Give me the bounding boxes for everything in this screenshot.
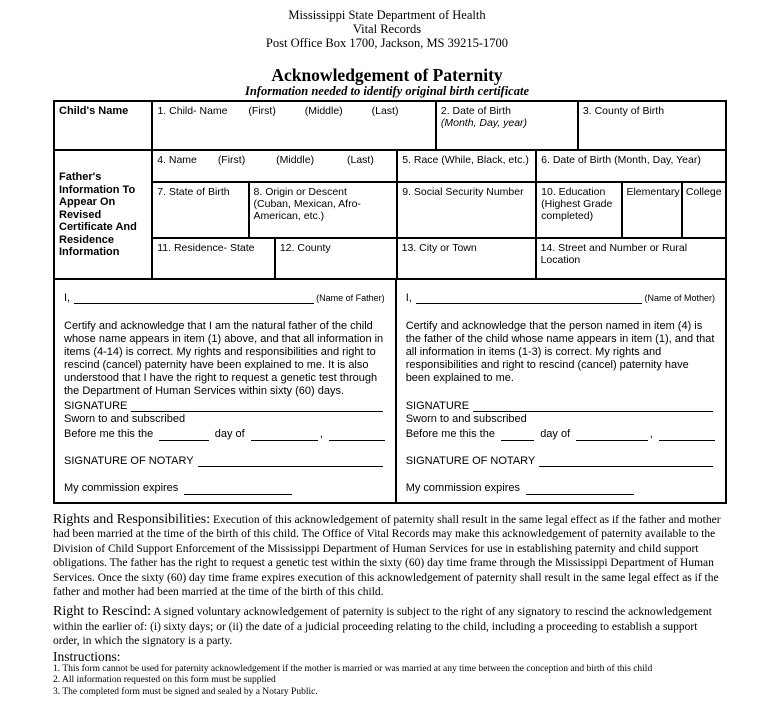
- father-signature-blank: [131, 411, 382, 412]
- field-child-dob: [435, 102, 577, 149]
- field-12-label: 12. County: [279, 242, 331, 254]
- field-3-label: 3. County of Birth: [582, 105, 665, 117]
- father-commission-blank: [184, 483, 292, 495]
- field-9-label: 9. Social Security Number: [402, 186, 524, 198]
- mother-year-blank: [659, 429, 715, 441]
- field-1-label: 1. Child- Name: [157, 105, 228, 117]
- father-notary-label: SIGNATURE OF NOTARY: [64, 455, 194, 467]
- father-intro-prefix: I,: [64, 292, 71, 304]
- field-5-label: 5. Race (While, Black, etc.): [402, 154, 529, 166]
- mother-day-blank: [501, 429, 534, 441]
- father-notary-line: [64, 453, 385, 468]
- form-subtitle: Information needed to identify original birth certificate: [244, 84, 530, 98]
- field-state-of-birth: [153, 183, 247, 237]
- field-4-last: (Last): [347, 154, 374, 166]
- field-8-sublabel: (Cuban, Mexican, Afro-American, etc.): [253, 198, 361, 222]
- instructions-title: Instructions:: [53, 648, 121, 664]
- field-13-label: 13. City or Town: [401, 242, 477, 254]
- father-commission-label: My commission expires: [64, 482, 179, 494]
- father-before-me-line: [64, 426, 385, 441]
- mother-signature-label: SIGNATURE: [405, 400, 470, 412]
- mother-signature-blank: [473, 411, 713, 412]
- field-education: [535, 183, 621, 237]
- father-name-row: [153, 151, 725, 181]
- father-notary-blank: [198, 466, 383, 467]
- mother-before-label: Before me this the: [405, 428, 495, 440]
- field-child-name: [151, 102, 434, 149]
- rescind-title: Right to Rescind:: [53, 604, 151, 620]
- field-2-sublabel: (Month, Day, year): [440, 117, 528, 129]
- rights-text: Execution of this acknowledgement of paternity shall result in the same legal effect as if the father and mother had been married at the time of the birth of this child. The Office of Vital Records may make this acknowledgement of paternity available to the Division of Child Support Enforcement of the Mississippi Department of Human Services for use in establishing paternity and child support obligations. The father has the right to request a genetic test within the sixty (60) day time frame through the Mississippi Department of Human Services. Once the sixty (60) day time frame expires execution of this acknowledgement of paternity shall result in the same legal effect as if the father and mother had been married at the time of the birth of this child.: [53, 514, 721, 599]
- field-residence-county: [274, 239, 396, 278]
- letterhead: [0, 0, 774, 50]
- father-details-row: [153, 181, 725, 237]
- mother-intro-suffix: (Name of Mother): [644, 293, 715, 303]
- field-10-sublabel: (Highest Grade completed): [541, 198, 613, 222]
- field-7-label: 7. State of Birth: [157, 186, 230, 198]
- mother-intro-prefix: I,: [405, 292, 412, 304]
- father-intro-suffix: (Name of Father): [316, 293, 385, 303]
- field-2-label: 2. Date of Birth: [440, 105, 511, 117]
- father-year-blank: [329, 429, 385, 441]
- signature-section: [55, 278, 725, 502]
- father-signature-label: SIGNATURE: [64, 400, 128, 412]
- instruction-item-1: 1. This form cannot be used for paternity acknowledgement if the mother is married or was married at any time between the conception and birth of this child: [53, 663, 653, 674]
- field-ssn: [396, 183, 535, 237]
- father-intro-line: [64, 289, 385, 305]
- father-residence-row: [153, 237, 725, 278]
- field-street-number: [535, 239, 725, 278]
- father-certify-paragraph: Certify and acknowledge that I am the natural father of the child whose name appears in item (1) above, and that all information in items (4-14) is correct. My rights and responsibilities and right to rescind (cancel) paternity have been explained to me. It is also understood that I have the right to request a genetic test through the Department of Human Services within sixty (60) days.: [64, 320, 384, 397]
- field-4-middle: (Middle): [276, 154, 315, 166]
- mother-intro-line: [406, 289, 715, 305]
- father-section: [55, 149, 725, 278]
- mother-signature-line: [406, 398, 715, 413]
- field-4-first: (First): [217, 154, 246, 166]
- mother-commission-label: My commission expires: [405, 482, 520, 494]
- field-father-name: [153, 151, 396, 181]
- field-8-label: 8. Origin or Descent: [253, 186, 347, 198]
- letterhead-org: Mississippi State Department of Health: [288, 8, 486, 22]
- field-1-middle: (Middle): [304, 105, 343, 117]
- mother-signature-column: [395, 280, 725, 502]
- letterhead-dept: Vital Records: [352, 22, 422, 36]
- field-origin-descent: [248, 183, 397, 237]
- field-14-label: 14. Street and Number or Rural Location: [540, 242, 688, 266]
- field-1-first: (First): [248, 105, 276, 117]
- field-city-or-town: [396, 239, 535, 278]
- mother-notary-label: SIGNATURE OF NOTARY: [405, 455, 536, 467]
- father-day-of-label: day of: [214, 428, 245, 440]
- rights-paragraph: [53, 513, 725, 599]
- child-section-label: Child's Name: [59, 105, 129, 117]
- father-comma: ,: [319, 428, 323, 440]
- field-6-label: 6. Date of Birth (Month, Day, Year): [541, 154, 701, 166]
- mother-notary-blank: [539, 466, 713, 467]
- field-county-of-birth: [577, 102, 725, 149]
- mother-sworn-line: Sworn to and subscribed: [405, 413, 527, 425]
- father-day-blank: [159, 429, 208, 441]
- mother-name-blank: [416, 303, 643, 304]
- father-name-blank: [74, 303, 314, 304]
- field-1-last: (Last): [371, 105, 399, 117]
- field-father-dob: [535, 151, 725, 181]
- instruction-item-2: 2. All information requested on this form must be supplied: [53, 675, 276, 686]
- field-10-label: 10. Education: [541, 186, 606, 198]
- instruction-item-3: 3. The completed form must be signed and sealed by a Notary Public.: [53, 686, 318, 697]
- mother-before-me-line: [406, 426, 715, 441]
- mother-notary-line: [406, 453, 715, 468]
- father-signature-column: [55, 280, 395, 502]
- father-month-blank: [251, 429, 318, 441]
- form-title: Acknowledgement of Paternity: [271, 65, 503, 85]
- letterhead-address: Post Office Box 1700, Jackson, MS 39215-1700: [265, 36, 509, 50]
- mother-commission-line: [406, 480, 715, 495]
- field-residence-state: [153, 239, 274, 278]
- mother-certify-paragraph: Certify and acknowledge that the person named in item (4) is the father of the child whose name appears in item (1), and that all information in items (1-3) is correct. My rights and responsibilities and right to rescind (cancel) paternity have been explained to me.: [405, 320, 715, 384]
- father-section-label: Father's Information To Appear On Revised Certificate And Residence Information: [59, 171, 137, 259]
- father-sworn-line: Sworn to and subscribed: [64, 413, 186, 425]
- field-11-label: 11. Residence- State: [157, 242, 255, 254]
- father-before-label: Before me this the: [64, 428, 154, 440]
- field-education-college: [681, 183, 725, 237]
- field-education-elementary: [621, 183, 680, 237]
- mother-comma: ,: [649, 428, 653, 440]
- rights-title: Rights and Responsibilities:: [53, 512, 211, 527]
- form-table: [53, 100, 727, 504]
- father-commission-line: [64, 480, 385, 495]
- mother-commission-blank: [526, 483, 634, 495]
- father-fields: [151, 151, 725, 278]
- mother-month-blank: [576, 429, 648, 441]
- field-10-college-label: College: [685, 186, 722, 198]
- field-race: [396, 151, 535, 181]
- footer: [53, 513, 725, 698]
- father-signature-line: [64, 398, 385, 413]
- field-10-elementary-label: Elementary: [626, 186, 680, 198]
- rescind-text: A signed voluntary acknowledgement of paternity is subject to the right of any signatory to rescind the acknowledgement within the earlier of: (i) sixty days; or (ii) the date of a judicial proceeding relating to the child, including a proceeding to establish a support order, in which the signatory is a party.: [53, 606, 712, 648]
- rescind-paragraph: [53, 605, 725, 648]
- child-row: [55, 102, 725, 149]
- mother-day-of-label: day of: [540, 428, 571, 440]
- field-4-label: 4. Name: [157, 154, 197, 166]
